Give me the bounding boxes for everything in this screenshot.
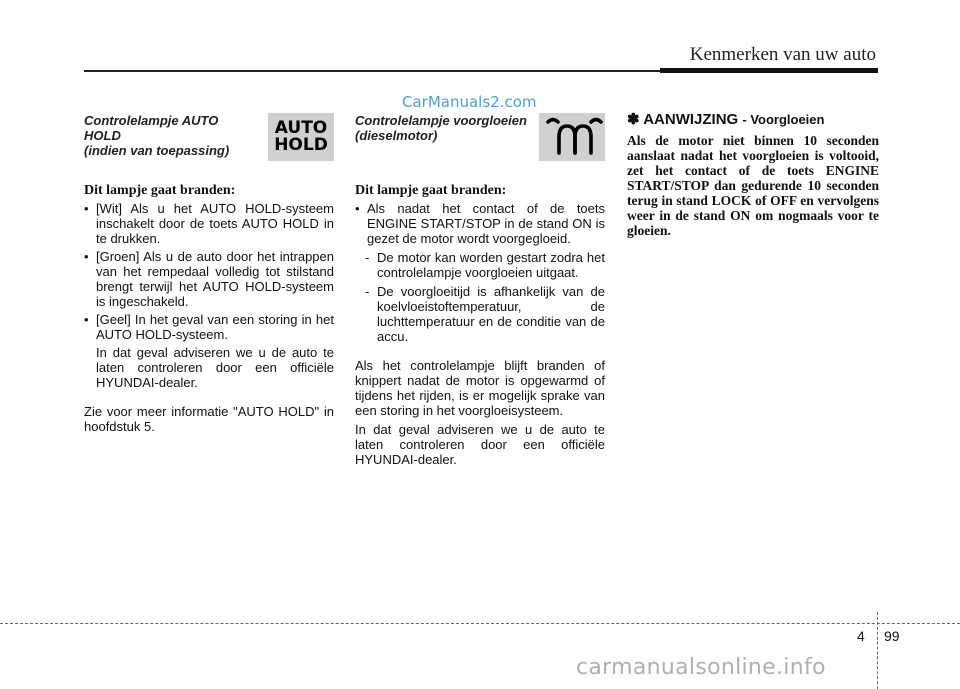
column-note <box>627 113 879 238</box>
glow-header <box>355 113 605 175</box>
list-item: • [Geel] In het geval van een storing in het AUTO HOLD-systeem. <box>84 312 334 342</box>
chapter-number: 4 <box>857 628 865 644</box>
note-subtitle: - Voorgloeien <box>742 112 825 127</box>
auto-hold-dealer-advice: In dat geval adviseren we u de auto te laten controleren door een officiële HYUNDAI-dealer. <box>96 345 334 390</box>
header-rule <box>84 70 662 72</box>
auto-hold-title: Controlelampje AUTO HOLD (indien van toepassing) <box>84 113 230 158</box>
note-heading <box>627 111 879 129</box>
auto-hold-lead: Dit lampje gaat branden: <box>84 183 236 198</box>
glow-lead: Dit lampje gaat branden: <box>355 183 507 198</box>
glow-plug-icon <box>539 113 605 161</box>
list-item: - De voorgloeitijd is afhankelijk van de koelvloeistoftemperatuur, de luchttemperatuur en de conditie van de accu. <box>365 284 605 344</box>
watermark-top: CarManuals2.com <box>402 93 537 111</box>
glow-title: Controlelampje voorgloeien (dieselmotor) <box>355 113 527 143</box>
footer-rule <box>0 623 960 624</box>
footer-divider <box>877 612 878 689</box>
column-glow <box>355 113 605 467</box>
note-title: AANWIJZING <box>643 111 739 128</box>
header-title: Kenmerken van uw auto <box>689 44 876 65</box>
list-item: • Als nadat het contact of de toets ENGINE START/STOP in de stand ON is gezet de motor wordt voorgegloeid. <box>355 201 605 246</box>
glow-dealer-advice: In dat geval adviseren we u de auto te laten controleren door een officiële HYUNDAI-dealer. <box>355 422 605 467</box>
page-number: 99 <box>884 628 900 644</box>
auto-hold-header <box>84 113 334 175</box>
watermark-bottom: carmanualsonline.info <box>576 655 826 680</box>
header-rule-accent <box>660 68 878 73</box>
list-item: - De motor kan worden gestart zodra het controlelampje voorgloeien uitgaat. <box>365 250 605 280</box>
glow-bullets <box>355 201 605 246</box>
column-auto-hold <box>84 113 334 434</box>
auto-hold-icon: AUTO HOLD <box>268 113 334 161</box>
glow-warning-paragraph: Als het controlelampje blijft branden of knippert nadat de motor is opgewarmd of tijdens het rijden, is er mogelijk sprake van een storing in het voorgloeisysteem. <box>355 358 605 418</box>
note-body: Als de motor niet binnen 10 seconden aanslaat nadat het voorgloeien is voltooid, zet het contact of de toets ENGINE START/STOP dan gedurende 10 seconden terug in stand LOCK of OFF en vervolgens weer in de stand ON om nogmaals voor te gloeien. <box>627 133 879 238</box>
glow-dashes <box>355 250 605 344</box>
auto-hold-info: Zie voor meer informatie "AUTO HOLD" in hoofdstuk 5. <box>84 404 334 434</box>
note-star-icon: ✽ <box>627 111 640 128</box>
auto-hold-bullets <box>84 201 334 342</box>
list-item: • [Groen] Als u de auto door het intrappen van het rempedaal volledig tot stilstand brengt terwijl het AUTO HOLD-systeem is ingeschakeld. <box>84 249 334 309</box>
list-item: • [Wit] Als u het AUTO HOLD-systeem inschakelt door de toets AUTO HOLD in te drukken. <box>84 201 334 246</box>
